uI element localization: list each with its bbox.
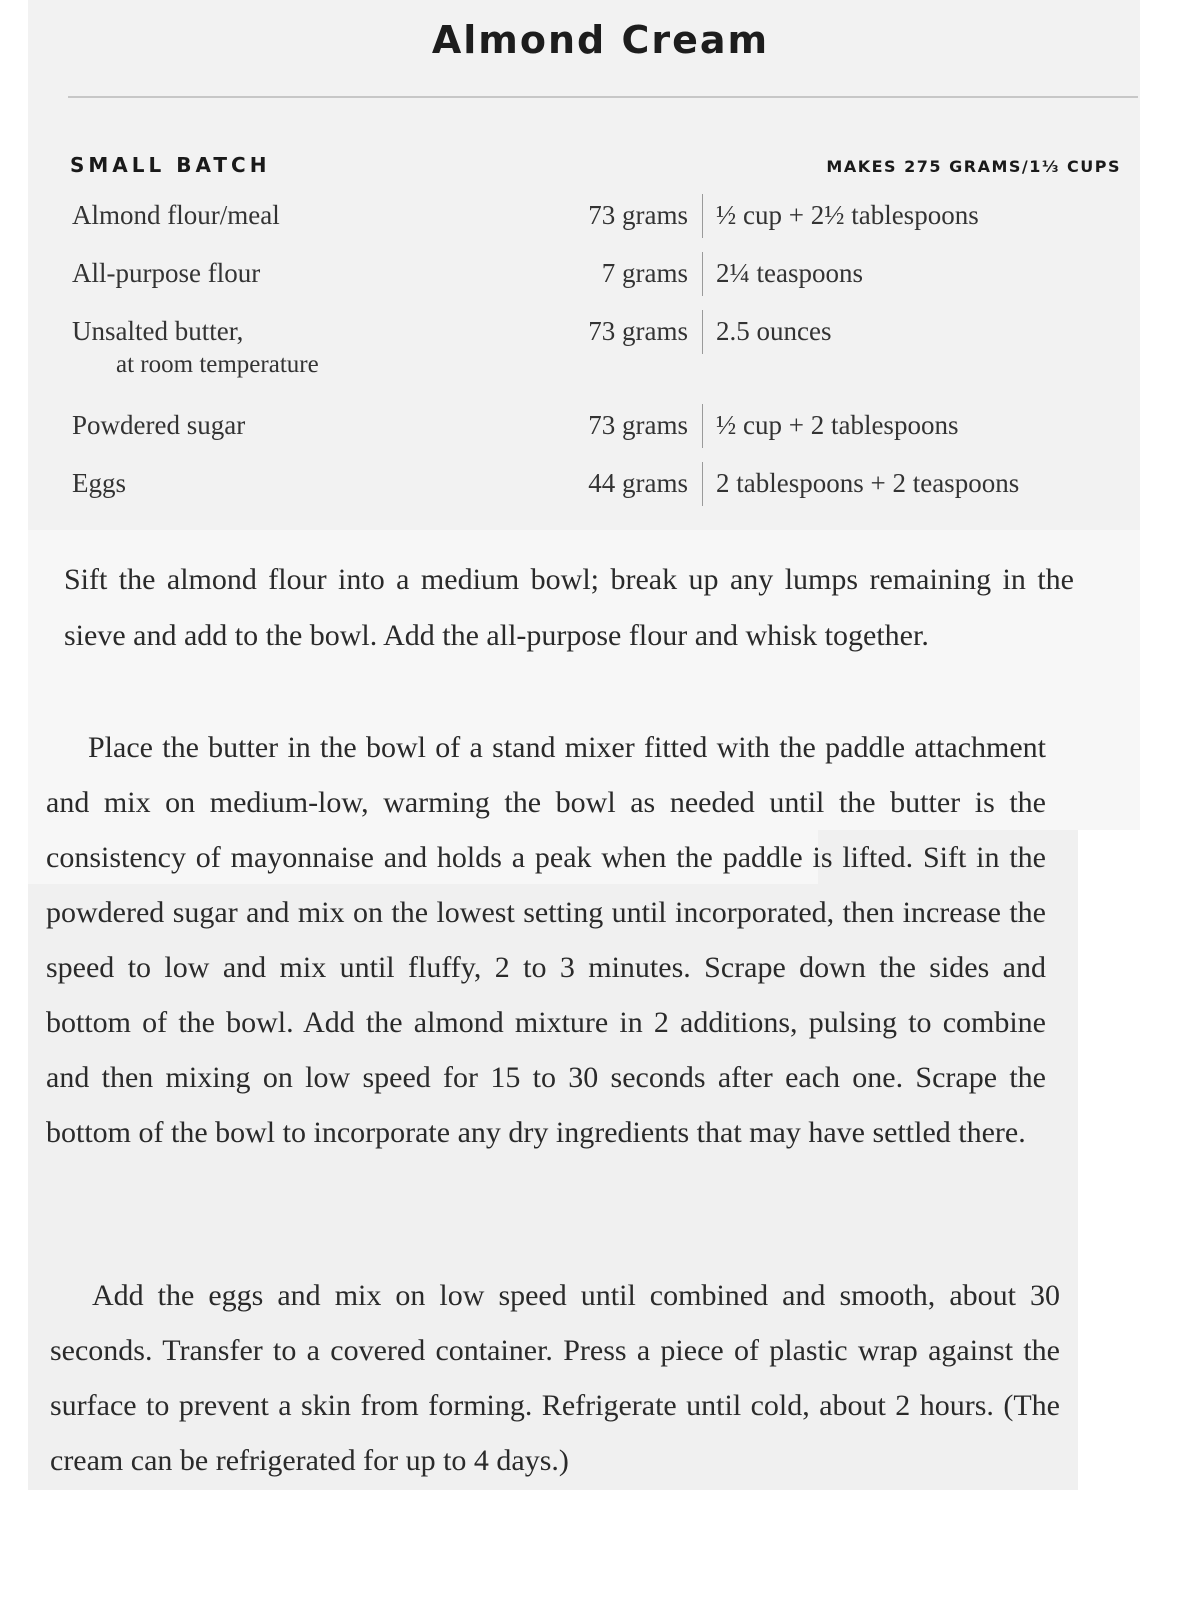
column-divider [702,252,703,296]
ingredient-name-block [72,316,319,379]
instruction-paragraph-2 [46,720,1046,1160]
yield-label: MAKES 275 GRAMS/1⅓ CUPS [826,157,1121,176]
column-divider [702,404,703,448]
recipe-title: Almond Cream [431,18,770,62]
ingredient-volume: ½ cup + 2 tablespoons [716,410,959,440]
ingredient-name: Unsalted butter, [72,316,244,346]
ingredient-volume: 2¼ teaspoons [716,258,863,288]
ingredient-grams: 73 grams [588,316,688,346]
ingredient-grams: 7 grams [601,258,688,288]
title-divider [68,96,1138,98]
ingredient-volume: 2.5 ounces [716,316,832,346]
instruction-text: Place the butter in the bowl of a stand mixer fitted with the paddle attachment and mix on medium-low, warming the bowl as needed until the butter is the consistency of mayonnaise and holds a peak when the paddle is lifted. Sift in the powdered sugar and mix on the lowest setting until incorporated, then increase the speed to low and mix until fluffy, 2 to 3 minutes. Scrape down the sides and bottom of the bowl. Add the almond mixture in 2 additions, pulsing to combine and then mixing on low speed for 15 to 30 seconds after each one. Scrape the bottom of the bowl to incorporate any dry ingredients that may have settled there. [46,731,1046,1149]
ingredient-name: Almond flour/meal [72,200,280,230]
instruction-paragraph-1: Sift the almond flour into a medium bowl; break up any lumps remaining in the sieve and add to the bowl. Add the all-purpose flour and whisk together. [64,563,1074,652]
instruction-paragraph-3 [50,1268,1060,1488]
column-divider [702,310,703,354]
ingredient-volume: 2 tablespoons + 2 teaspoons [716,468,1020,498]
instruction-text: Add the eggs and mix on low speed until combined and smooth, about 30 seconds. Transfer to a covered container. Press a piece of plastic wrap against the surface to prevent a skin from forming. Refrigerate until cold, about 2 hours. (The cream can be refrigerated for up to 4 days.) [50,1279,1060,1477]
ingredient-grams: 73 grams [588,410,688,440]
ingredient-name: Eggs [72,468,126,498]
ingredient-note: at room temperature [116,351,319,378]
ingredient-volume: ½ cup + 2½ tablespoons [716,200,979,230]
ingredient-name: Powdered sugar [72,410,246,440]
batch-label: SMALL BATCH [70,153,271,177]
ingredient-name: All-purpose flour [72,258,261,288]
ingredient-grams: 73 grams [588,200,688,230]
ingredient-grams: 44 grams [588,468,688,498]
column-divider [702,194,703,238]
column-divider [702,462,703,506]
